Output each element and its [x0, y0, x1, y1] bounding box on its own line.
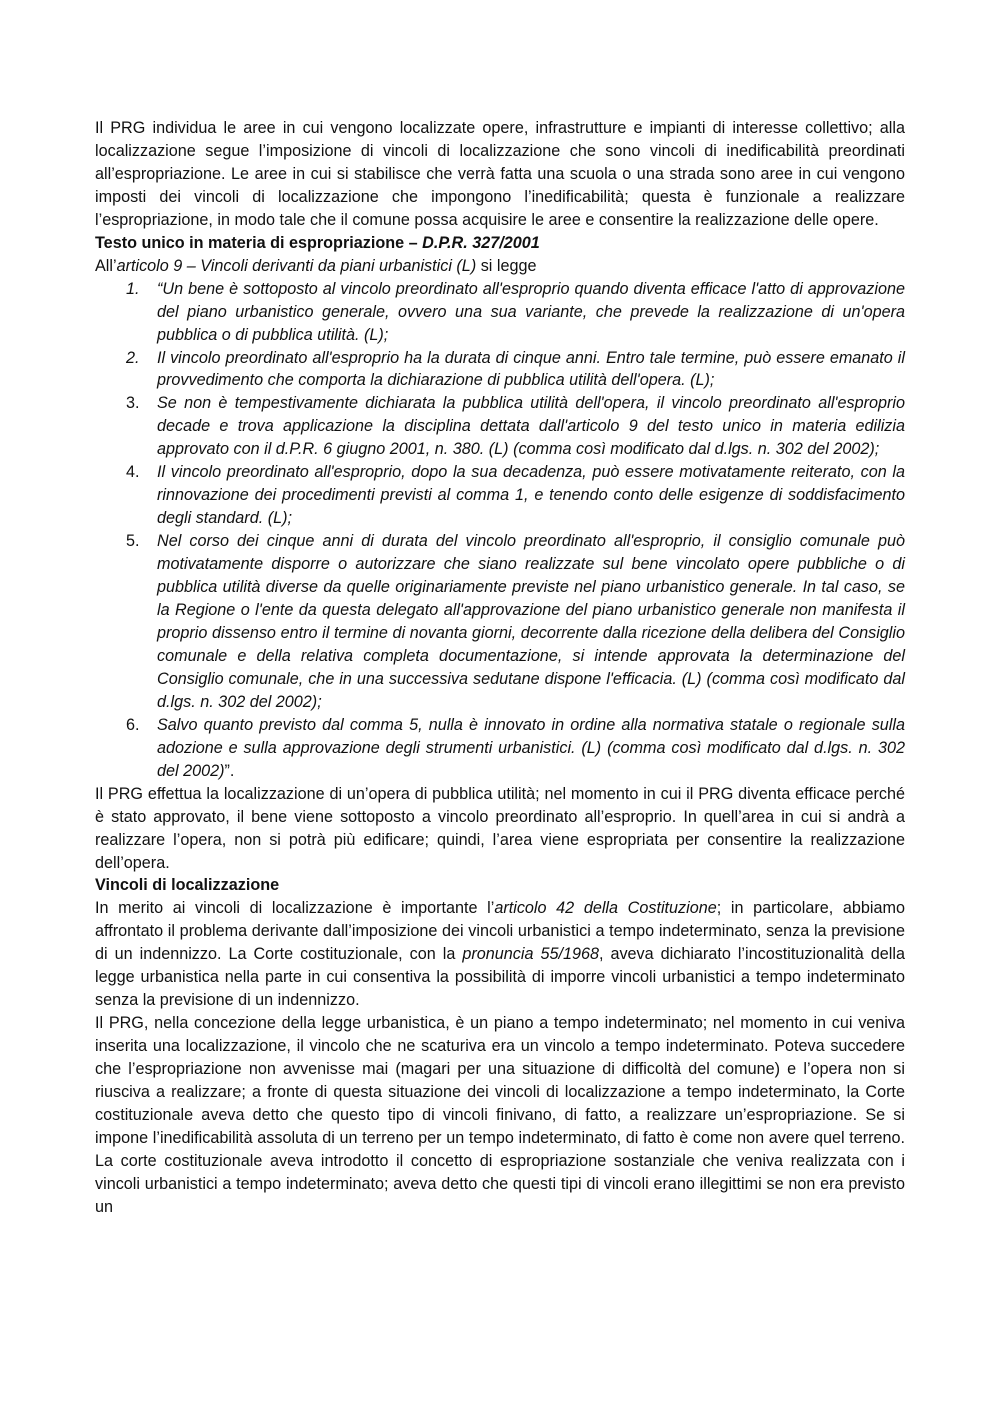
list-item — [95, 530, 905, 714]
list-item — [95, 347, 905, 393]
list-item — [95, 278, 905, 347]
heading-italic: D.P.R. 327/2001 — [422, 233, 540, 252]
list-item-number: 2. — [126, 348, 140, 367]
list-item-number: 6. — [126, 715, 140, 734]
list-item — [95, 714, 905, 783]
para3-text-2: ; in particolare, abbiamo affrontato il problema derivante dall’imposizione dei vincoli urbanistici a tempo indeterminato, senza la previsione di un indennizzo. La Corte costituzionale, con la — [95, 899, 905, 964]
para3-citation-costituzione: articolo 42 della Costituzione — [494, 899, 717, 918]
list-item-number: 1. — [126, 279, 140, 298]
list-item — [95, 461, 905, 530]
intro-pre: All’ — [95, 256, 117, 275]
section-heading-vincoli: Vincoli di localizzazione — [95, 876, 280, 895]
list-item-text: Nel corso dei cinque anni di durata del vincolo preordinato all'esproprio, il consiglio comunale può motivatamente disporre o autorizzare che siano realizzate sul bene vincolato opere pubbliche o di pubblica utilità diverse da quelle originariamente previste nel piano urbanistico generale. In tal caso, se la Regione o l'ente da questa delegato all'approvazione del piano urbanistico generale non manifesta il proprio dissenso entro il termine di novanta giorni, decorrente dalla ricezione della delibera del Consiglio comunale e della relativa completa documentazione, si intende approvata la determinazione del Consiglio comunale, che in una successiva sedutane dispone l'efficacia. (L) (comma così modificato dal d.lgs. n. 302 del 2002); — [157, 532, 905, 711]
paragraph-prg-localizzazione: Il PRG individua le aree in cui vengono localizzate opere, infrastrutture e impianti di interesse collettivo; alla localizzazione segue l’imposizione di vincoli di localizzazione che sono vincoli di inedificabilità preordinati all’espropriazione. Le aree in cui si stabilisce che verrà fatta una scuola o una strada sono aree in cui vengono imposti dei vincoli di localizzazione che impongono l’inedificabilità; questa è funzionale a realizzare l’espropriazione, in modo tale che il comune possa acquisire le aree e consentire la realizzazione delle opere. — [95, 119, 905, 229]
section-heading-testo-unico — [95, 232, 905, 255]
para3-text-1: In merito ai vincoli di localizzazione è importante l’ — [95, 899, 495, 918]
list-item — [95, 392, 905, 461]
list-item-text: Il vincolo preordinato all'esproprio ha la durata di cinque anni. Entro tale termine, può essere emanato il provvedimento che comporta la dichiarazione di pubblica utilità dell'opera. (L); — [157, 348, 905, 390]
list-item-text: “Un bene è sottoposto al vincolo preordinato all'esproprio quando diventa efficace l'atto di approvazione del piano urbanistico generale, ovvero una sua variante, che prevede la realizzazione di un'opera pubblica o di pubblica utilità. (L); — [157, 279, 905, 344]
list-item-closing-quote: ”. — [224, 761, 235, 780]
paragraph-articolo-42 — [95, 897, 905, 1012]
list-item-number: 4. — [126, 463, 140, 482]
paragraph-prg-tempo-indeterminato: Il PRG, nella concezione della legge urbanistica, è un piano a tempo indeterminato; nel momento in cui veniva inserita una localizzazione, il vincolo che ne scaturiva era un vincolo a tempo indeterminato. Poteva succedere che l’espropriazione non avvenisse mai (magari per una situazione di difficoltà del comune) e l’opera non si riusciva a realizzare; a fronte di questa situazione dei vincoli di localizzazione a tempo indeterminato, la Corte costituzionale aveva detto che questo tipo di vincoli finivano, di fatto, a realizzare un’espropriazione. Se si impone l’inedificabilità assoluta di un terreno per un tempo indeterminato, di fatto è come non avere quel terreno. La corte costituzionale aveva introdotto il concetto di espropriazione sostanziale che veniva realizzata con i vincoli urbanistici a tempo indeterminato; aveva detto che questi tipi di vincoli erano illegittimi se non era previsto un — [95, 1014, 905, 1216]
article-intro — [95, 255, 905, 278]
para3-text-3: , aveva dichiarato l’incostituzionalità della legge urbanistica nella parte in cui consentiva la possibilità di imporre vincoli urbanistici a tempo indeterminato senza la previsione di un indennizzo. — [95, 945, 905, 1010]
heading-text: Testo unico in materia di espropriazione – — [95, 233, 423, 252]
list-item-number: 3. — [126, 394, 140, 413]
list-item-text: Salvo quanto previsto dal comma 5, nulla è innovato in ordine alla normativa statale o regionale sulla adozione e sulla approvazione degli strumenti urbanistici. (L) (comma così modificato dal d.lgs. n. 302 del 2002) — [157, 715, 905, 780]
paragraph-prg-esproprio: Il PRG effettua la localizzazione di un’opera di pubblica utilità; nel momento in cui il PRG diventa efficace perché è stato approvato, il bene viene sottoposto a vincolo preordinato all’esproprio. In quell’area in cui si andrà a realizzare l’opera, non si potrà più edificare; quindi, l’area viene espropriata per consentire la realizzazione dell’opera. — [95, 784, 905, 872]
article-list — [95, 278, 905, 783]
list-item-text: Il vincolo preordinato all'esproprio, dopo la sua decadenza, può essere motivatamente reiterato, con la rinnovazione dei procedimenti previsti al comma 1, e tenendo conto delle esigenze di soddisfacimento degli standard. (L); — [157, 463, 905, 528]
intro-post: si legge — [476, 256, 537, 275]
list-item-number: 5. — [126, 532, 140, 551]
list-item-text: Se non è tempestivamente dichiarata la pubblica utilità dell'opera, il vincolo preordinato all'esproprio decade e trova applicazione la disciplina dettata dall'articolo 9 del testo unico in materia edilizia approvato con il d.P.R. 6 giugno 2001, n. 380. (L) (comma così modificato dal d.lgs. n. 302 del 2002); — [157, 394, 905, 459]
document-page — [95, 117, 905, 1219]
para3-citation-pronuncia: pronuncia 55/1968 — [462, 945, 599, 964]
intro-article-ref: articolo 9 – Vincoli derivanti da piani urbanistici (L) — [116, 256, 477, 275]
